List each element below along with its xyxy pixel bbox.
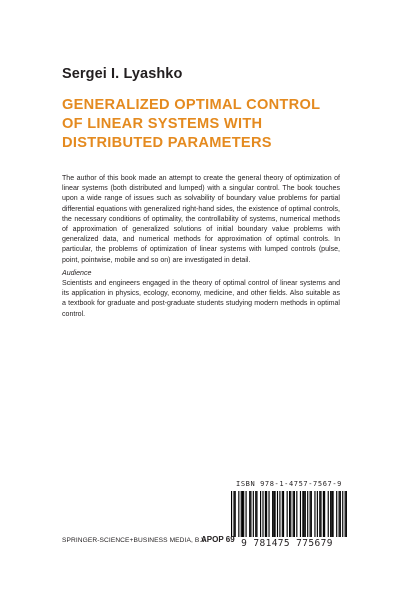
barcode-bar: [250, 491, 251, 537]
barcode-bar: [279, 491, 280, 537]
barcode-bar: [272, 491, 273, 537]
barcode-bar: [331, 491, 332, 537]
barcode-bar: [255, 491, 256, 537]
barcode-bar: [249, 491, 250, 537]
barcode-bar: [307, 491, 308, 537]
barcode-bar: [256, 491, 257, 537]
barcode-bar: [253, 491, 254, 537]
barcode-bar: [319, 491, 320, 537]
barcode-bar: [238, 491, 239, 537]
barcode-bar: [290, 491, 291, 537]
barcode-bar: [262, 491, 263, 537]
book-description: The author of this book made an attempt to create the general theory of optimization of linear systems (both distributed and lumped) with a singular control. The book touches upon a wide range of issues such as solvability of boundary value problems for partial differential equations with generalized right-hand sides, the existence of optimal controls, the necessary conditions of optimality, the controllability of systems, numerical methods of approximation of generalized solutions of initial boundary value problems with generalized data, and numerical methods for approximation of optimal controls. In particular, the problems of optimization of linear systems with lumped controls (pulse, point, pointwise, mobile and so on) are investigated in detail.: [62, 175, 340, 264]
barcode-bar: [235, 491, 236, 537]
barcode-bar: [333, 491, 334, 537]
barcode-bar: [260, 491, 261, 537]
barcode-bar: [342, 491, 343, 537]
title-line: GENERALIZED OPTIMAL CONTROL: [62, 97, 321, 113]
audience-heading: Audience: [62, 270, 92, 277]
barcode-bar: [287, 491, 288, 537]
barcode-bar: [328, 491, 329, 537]
title-line: OF LINEAR SYSTEMS WITH: [62, 116, 263, 132]
barcode-bar: [246, 491, 247, 537]
barcode-bar: [346, 491, 347, 537]
barcode-bar: [231, 491, 232, 537]
title-line: DISTRIBUTED PARAMETERS: [62, 135, 272, 151]
barcode-bar: [320, 491, 321, 537]
barcode-bar: [243, 491, 244, 537]
barcode-bar: [265, 491, 266, 537]
barcode-bar: [300, 491, 301, 537]
barcode-bar: [340, 491, 341, 537]
isbn-label: ISBN 978-1-4757-7567-9: [236, 480, 342, 488]
barcode-bar: [310, 491, 311, 537]
barcode-bar: [304, 491, 305, 537]
barcode-bar: [296, 491, 297, 537]
barcode-bar: [294, 491, 295, 537]
barcode-bar: [273, 491, 274, 537]
barcode-block: [225, 480, 349, 560]
barcode-bar: [275, 491, 276, 537]
barcode-bar: [314, 491, 315, 537]
barcode-bar: [330, 491, 331, 537]
barcode-bar: [336, 491, 337, 537]
barcode-bar: [302, 491, 303, 537]
barcode-bar: [242, 491, 243, 537]
barcode-bar: [345, 491, 346, 537]
barcode-bar: [311, 491, 312, 537]
ean-digits: 9 781475 775679: [241, 538, 333, 549]
barcode-bar: [266, 491, 267, 537]
barcode-bar: [305, 491, 306, 537]
barcode-bar: [268, 491, 269, 537]
barcode-bar: [283, 491, 284, 537]
author-name: Sergei I. Lyashko: [62, 66, 183, 82]
barcode-bar: [324, 491, 325, 537]
publisher-name: SPRINGER-SCIENCE+BUSINESS MEDIA, B.V.: [62, 537, 208, 544]
barcode-bar: [339, 491, 340, 537]
barcode-bar: [323, 491, 324, 537]
barcode-bar: [277, 491, 278, 537]
barcode-image: [231, 491, 347, 545]
book-title: [62, 96, 382, 153]
audience-text: Scientists and engineers engaged in the theory of optimal control of linear systems and its application in physics, ecology, economy, medicine, and other fields. Also suitable as a textbook for graduate and post-graduate students studying modern methods in optimal control.: [62, 280, 340, 318]
barcode-bar: [317, 491, 318, 537]
barcode-bar: [233, 491, 234, 537]
series-code: APOP 69: [201, 535, 235, 544]
barcode-bar: [293, 491, 294, 537]
barcode-bar: [241, 491, 242, 537]
barcode-bar: [289, 491, 290, 537]
barcode-bar: [282, 491, 283, 537]
